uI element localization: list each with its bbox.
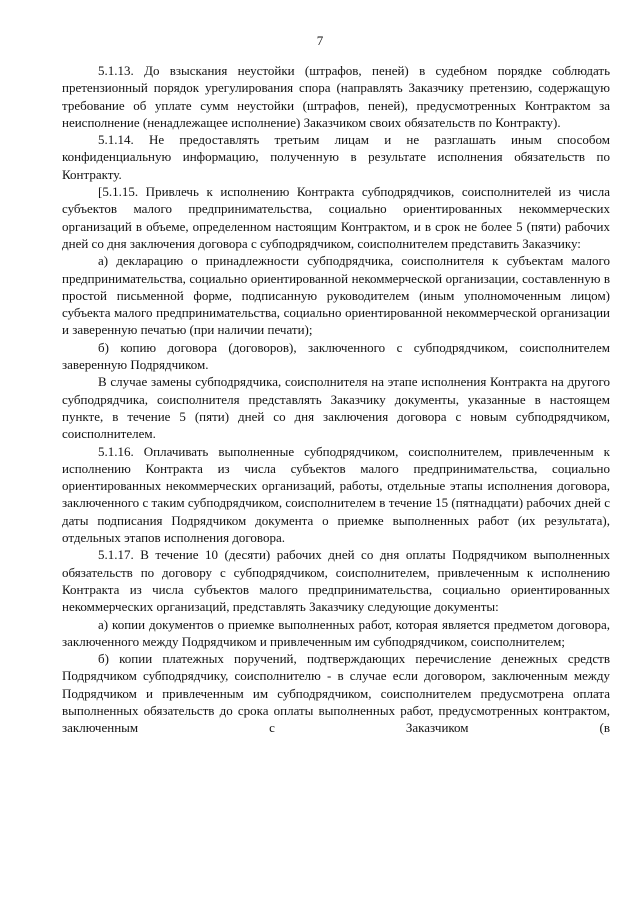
clause-5-1-15-replacement: В случае замены субподрядчика, соисполнителя на этапе исполнения Контракта на другого субподрядчика, соисполнителя представлять Заказчику документы, указанные в настоящем пункте, в течение 5 (пяти) дней со дня заключения договора с новым субподрядчиком, соисполнителем.: [62, 374, 610, 442]
clause-5-1-17: 5.1.17. В течение 10 (десяти) рабочих дней со дня оплаты Подрядчиком выполненных обязательств по договору с субподрядчиком, соисполнителем, привлеченным к исполнению Контракта из числа субъектов малого предпринимательства, социально ориентированных некоммерческих организаций, представлять Заказчику следующие документы:: [62, 547, 610, 615]
clause-5-1-16: 5.1.16. Оплачивать выполненные субподрядчиком, соисполнителем, привлеченным к исполнению Контракта из числа субъектов малого предпринимательства, социально ориентированных некоммерческих организаций, работы, отдельные этапы исполнения договора, заключенного с таким субподрядчиком, соисполнителем в течение 15 (пятнадцати) рабочих дней с даты подписания Подрядчиком документа о приемке выполненных работ (их результата), отдельных этапов исполнения договора.: [62, 443, 610, 546]
clause-5-1-15-item-a: а) декларацию о принадлежности субподрядчика, соисполнителя к субъектам малого предпринимательства, социально ориентированной некоммерческой организации, составленную в простой письменной форме, подписанную руководителем (иным уполномоченным лицом) субъекта малого предпринимательства, социально ориентированной некоммерческой организации и заверенную печатью (при наличии печати);: [62, 253, 610, 338]
clause-5-1-14: 5.1.14. Не предоставлять третьим лицам и не разглашать иным способом конфиденциальную информацию, полученную в результате исполнения обязательств по Контракту.: [62, 132, 610, 182]
page-number: 7: [316, 33, 324, 48]
clause-5-1-15: [5.1.15. Привлечь к исполнению Контракта субподрядчиков, соисполнителей из числа субъектов малого предпринимательства, социально ориентированных некоммерческих организаций в объеме, определенном настоящим Контрактом, и в срок не более 5 (пяти) рабочих дней со дня заключения договора с субподрядчиком, соисполнителем представить Заказчику:: [62, 184, 610, 251]
document-body: [62, 62, 610, 737]
clause-5-1-15-item-b: б) копию договора (договоров), заключенного с субподрядчиком, соисполнителем заверенную Подрядчиком.: [62, 339, 610, 373]
clause-5-1-13: 5.1.13. До взыскания неустойки (штрафов, пеней) в судебном порядке соблюдать претензионный порядок урегулирования спора (направлять Заказчику претензию, содержащую требование об уплате сумм неустойки (штрафов, пеней), предусмотренных Контрактом за неисполнение (ненадлежащее исполнение) Заказчиком своих обязательств по Контракту).: [62, 63, 610, 130]
clause-5-1-17-item-a: а) копии документов о приемке выполненных работ, которая является предметом договора, заключенного между Подрядчиком и привлеченным им субподрядчиком, соисполнителем;: [62, 616, 610, 649]
clause-5-1-17-item-b: б) копии платежных поручений, подтверждающих перечисление денежных средств Подрядчиком субподрядчику, соисполнителю - в случае если договором, заключенным между Подрядчиком и привлеченным им субподрядчиком, соисполнителем предусмотрена оплата выполненных обязательств до срока оплаты выполненных работ, предусмотренных контрактом, заключенным с Заказчиком (в: [62, 651, 610, 736]
